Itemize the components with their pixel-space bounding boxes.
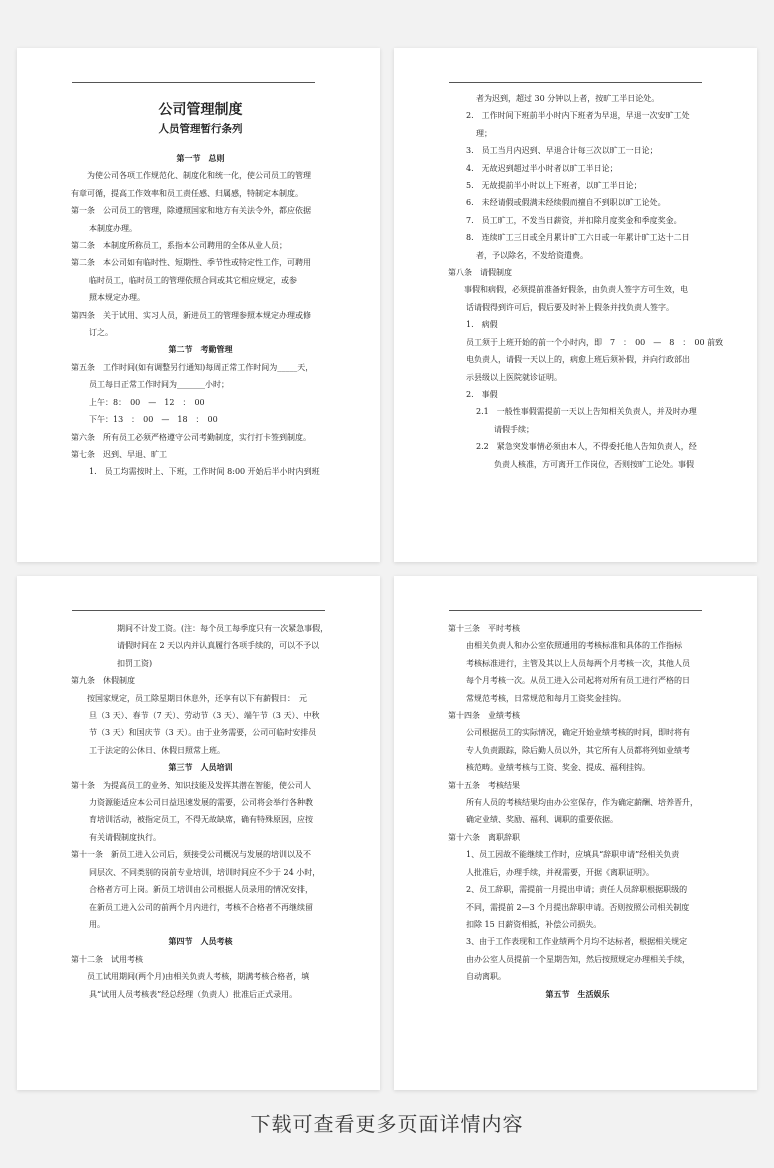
- text-line: 每个月考核一次。从员工进入公司起将对所有员工进行严格的日: [466, 676, 690, 686]
- document-subtitle: 人员管理暂行条列: [158, 123, 243, 135]
- text-line: 1、员工因故不能继续工作时，应填具“辞职申请”经相关负责: [466, 850, 680, 860]
- text-line: 请假时间在 2 天以内并认真履行各项手续的，可以不予以: [117, 641, 320, 651]
- section-heading: 第三节 人员培训: [168, 762, 233, 773]
- text-line: 第十二条 试用考核: [71, 954, 143, 964]
- text-line: 第十一条 新员工进入公司后，须接受公司概况与发展的培训以及不: [71, 850, 311, 860]
- page-content: [448, 620, 707, 1003]
- text-line: 第十六条 离职辞职: [448, 832, 520, 842]
- text-line: 临时员工，临时员工的管理依照合同或其它相应规定，或参: [89, 275, 297, 285]
- text-line: 2.2 紧急突发事情必须由本人，不得委托他人告知负责人，经: [476, 442, 697, 452]
- page-content: [448, 90, 724, 473]
- text-line: 人批准后，办理手续，并视需要，开据《离职证明》。: [466, 867, 654, 877]
- text-line: 第十五条 考核结果: [448, 780, 520, 790]
- text-line: 有章可循，提高工作效率和员工责任感、归属感，特制定本制度。: [71, 188, 303, 198]
- text-line: 示县级以上医院就诊证明。: [466, 372, 562, 382]
- text-line: 由相关负责人和办公室依照通用的考核标准和具体的工作指标: [466, 641, 682, 651]
- header-rule: [72, 82, 315, 83]
- text-line: 旦（3 天）、春节（7 天）、劳动节（3 天）、端午节（3 天）、中秋: [89, 711, 320, 721]
- text-line: 3、由于工作表现和工作业绩两个月均不达标者，根据相关规定: [466, 937, 688, 947]
- text-line: 者，予以除名，不发给资遣费。: [476, 250, 588, 260]
- text-line: 员工须于上班开始的前一个小时内，即 7 ： 00 — 8 ： 00 前致: [466, 337, 724, 347]
- text-line: 第十四条 业绩考核: [448, 711, 520, 721]
- text-line: 育培训活动，被指定员工，不得无故缺席，确有特殊原因，应按: [89, 815, 313, 825]
- document-page-1: [17, 48, 380, 562]
- text-line: 不同，需提前 2—3 个月提出辞职申请。否则按照公司相关制度: [466, 902, 690, 912]
- text-line: 力资源能适应本公司日益迅速发展的需要，公司将会举行各种教: [89, 798, 313, 808]
- text-line: 第五条 工作时间(如有调整另行通知)每周正常工作时间为_____天，: [71, 362, 314, 372]
- section-heading: 第一节 总则: [176, 153, 225, 163]
- text-line: 公司根据员工的实际情况，确定开始业绩考核的时间，即时将有: [466, 728, 690, 738]
- text-line: 第七条 迟到、早退、旷工: [71, 449, 167, 459]
- text-line: 照本规定办理。: [89, 293, 145, 303]
- text-line: 第四条 关于试用、实习人员，新进员工的管理参照本规定办理或修: [71, 310, 311, 320]
- text-line: 具“试用人员考核表”经总经理（负责人）批准后正式录用。: [89, 989, 298, 999]
- text-line: 第二条 本制度所称员工，系指本公司聘用的全体从业人员；: [71, 241, 287, 251]
- text-line: 本制度办理。: [89, 223, 137, 233]
- text-line: 节（3 天）和国庆节（3 天）。由于业务需要，公司可临时安排员: [89, 728, 317, 738]
- text-line: 话请假得到许可后，假后要及时补上假条并找负责人签字。: [466, 302, 674, 312]
- text-line: 为使公司各项工作规范化、制度化和统一化，使公司员工的管理: [71, 171, 311, 181]
- text-line: 第六条 所有员工必须严格遵守公司考勤制度，实行打卡签到制度。: [71, 432, 311, 442]
- page-content: [71, 620, 330, 1003]
- text-line: 事假和病假，必须提前准备好假条，由负责人签字方可生效，电: [448, 285, 688, 295]
- text-line: 在新员工进入公司的前两个月内进行，考核不合格者不再继续留: [89, 902, 313, 912]
- text-line: 1. 病假: [466, 320, 498, 330]
- section-heading: 第五节 生活娱乐: [545, 988, 610, 999]
- text-line: 合格者方可上岗。新员工培训由公司根据人员录用的情况安排，: [89, 885, 313, 895]
- text-line: 理；: [476, 128, 492, 138]
- document-page-2: [394, 48, 757, 562]
- page-content: [71, 100, 330, 481]
- header-rule: [72, 610, 325, 611]
- section-heading: 第四节 人员考核: [168, 936, 233, 947]
- text-line: 第二条 本公司如有临时性、短期性、季节性或特定性工作，可聘用: [71, 258, 311, 268]
- text-line: 确定业绩、奖励、福利、调职的重要依据。: [466, 815, 618, 825]
- text-line: 核范畴。业绩考核与工资、奖金、提成、福利挂钩。: [466, 763, 650, 773]
- document-title: 公司管理制度: [158, 102, 243, 118]
- text-line: 4. 无故迟到超过半小时者以旷工半日论；: [466, 163, 618, 173]
- text-line: 专人负责跟踪，除后勤人员以外，其它所有人员都将列如业绩考: [466, 745, 690, 755]
- text-line: 者为迟到，超过 30 分钟以上者，按旷工半日论处。: [476, 94, 660, 103]
- text-line: 2. 事假: [466, 389, 498, 399]
- text-line: 6. 未经请假或假满未经续假而擅自不到职以旷工论处。: [466, 198, 666, 208]
- text-line: 第十条 为提高员工的业务、知识技能及发挥其潜在智能，使公司人: [71, 780, 311, 790]
- header-rule: [449, 82, 702, 83]
- text-line: 7. 员工旷工，不发当日薪资，并扣除月度奖金和季度奖金。: [466, 215, 682, 225]
- text-line: 用。: [89, 919, 105, 929]
- text-line: 自动离职。: [466, 972, 506, 982]
- text-line: 8. 连续旷工三日或全月累计旷工六日或一年累计旷工达十二日: [466, 233, 690, 243]
- text-line: 3. 员工当月内迟到、早退合计每三次以旷工一日论；: [466, 146, 658, 156]
- document-page-3: [17, 576, 380, 1090]
- text-line: 扣除 15 日薪资相抵，补偿公司损失。: [466, 919, 602, 929]
- text-line: 电负责人，请假一天以上的，病愈上班后须补假，并向行政部出: [466, 355, 690, 365]
- text-line: 第十三条 平时考核: [448, 624, 520, 633]
- text-line: 2、员工辞职，需提前一月提出申请；责任人员辞职根据职级的: [466, 885, 688, 895]
- text-line: 订之。: [89, 328, 113, 338]
- text-line: 由办公室人员提前一个星期告知，然后按照规定办理相关手续，: [466, 954, 690, 964]
- text-line: 1. 员工均需按时上、下班，工作时间 8:00 开始后半小时内到班: [89, 467, 320, 477]
- text-line: 第八条 请假制度: [448, 268, 512, 278]
- text-line: 2.1 一般性事假需提前一天以上告知相关负责人，并及时办理: [476, 407, 697, 417]
- document-page-4: [394, 576, 757, 1090]
- text-line: 下午：13 ： 00 — 18 ： 00: [89, 415, 218, 425]
- text-line: 第一条 公司员工的管理，除遵照国家和地方有关法令外，都应依据: [71, 206, 311, 216]
- text-line: 5. 无故提前半小时以上下班者，以旷工半日论；: [466, 181, 642, 191]
- download-caption: 下载可查看更多页面详情内容: [250, 1112, 524, 1136]
- text-line: 工于法定的公休日、休假日照常上班。: [89, 745, 225, 755]
- text-line: 期间不计发工资。(注：每个员工每季度只有一次紧急事假，: [117, 624, 329, 633]
- text-line: 请假手续；: [494, 424, 534, 434]
- text-line: 有关请假制度执行。: [89, 832, 161, 842]
- text-line: 所有人员的考核结果均由办公室保存，作为确定薪酬、培养晋升，: [466, 798, 698, 808]
- text-line: 第九条 休假制度: [71, 676, 135, 686]
- text-line: 上午：8： 00 — 12 ： 00: [89, 397, 205, 407]
- text-line: 常规范考核，日常规范和每月工资奖金挂钩。: [466, 693, 626, 703]
- text-line: 扣罚工资): [117, 658, 153, 668]
- text-line: 按国家规定，员工除星期日休息外，还享有以下有薪假日： 元: [71, 693, 307, 703]
- text-line: 负责人核准，方可离开工作岗位，否则按旷工论处。事假: [494, 459, 694, 469]
- text-line: 员工每日正常工作时间为_______小时；: [89, 380, 229, 390]
- text-line: 2. 工作时间下班前半小时内下班者为早退，早退一次安旷工处: [466, 111, 690, 121]
- section-heading: 第二节 考勤管理: [168, 344, 233, 355]
- text-line: 考核标准进行，主管及其以上人员每两个月考核一次，其他人员: [466, 658, 690, 668]
- text-line: 同层次、不同类别的岗前专业培训，培训时间应不少于 24 小时，: [89, 867, 321, 877]
- header-rule: [449, 610, 702, 611]
- text-line: 员工试用期间(两个月)由相关负责人考核，期满考核合格者，填: [71, 972, 310, 982]
